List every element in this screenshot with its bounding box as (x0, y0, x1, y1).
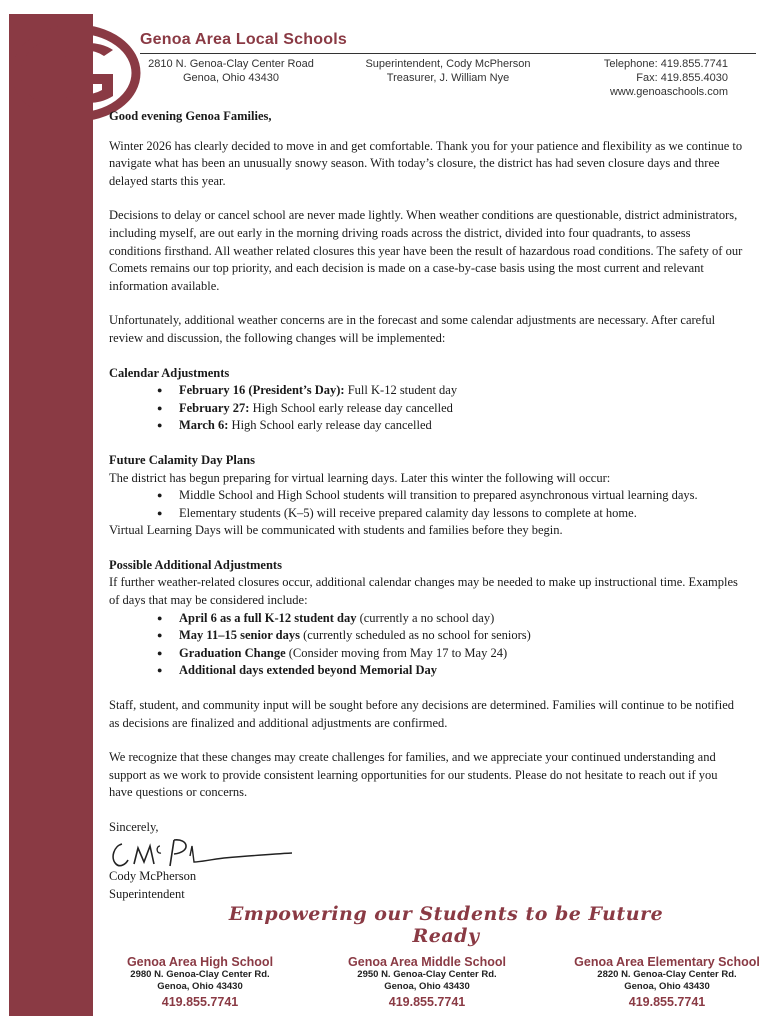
school-address: 2820 N. Genoa-Clay Center Rd. (597, 969, 737, 980)
school-city: Genoa, Ohio 43430 (624, 981, 710, 992)
sidebar-stripe (9, 14, 93, 1016)
school-title: Genoa Area Elementary School (574, 955, 760, 969)
header-divider (140, 53, 756, 54)
future-intro: The district has begun preparing for virtual learning days. Later this winter the following will occur: (109, 470, 611, 485)
school-title: Genoa Area Middle School (348, 955, 506, 969)
school-phone: 419.855.7741 (161, 995, 239, 1009)
treasurer-line: Treasurer, J. William Nye (386, 72, 510, 84)
list-item: ● Middle School and High School students will transition to prepared asynchronous virtual learning days. (179, 487, 744, 505)
school-title: Genoa Area High School (126, 955, 274, 969)
footer-high-school (100, 955, 300, 1009)
future-list (109, 487, 744, 522)
closing: Sincerely, (109, 820, 159, 834)
fax-line: Fax: 419.855.4030 (636, 72, 728, 84)
school-phone: 419.855.7741 (388, 995, 466, 1009)
paragraph-forecast: Unfortunately, additional weather concerns are in the forecast and some calendar adjustments are necessary. After careful review and discussion, the following changes will be implemented: (109, 313, 716, 345)
paragraph-input: Staff, student, and community input will be sought before any decisions are determined. Families will continue to be notified as decisions are finalized and additional adjustments are confirmed. (109, 698, 734, 730)
website-link[interactable]: www.genoaschools.com (609, 86, 728, 98)
district-address (146, 57, 316, 85)
list-item: ● Additional days extended beyond Memorial Day (179, 662, 744, 680)
possible-intro: If further weather-related closures occur, additional calendar changes may be needed to make up instructional time. Examples of days that may be considered include: (109, 575, 738, 608)
possible-list (109, 610, 744, 680)
calendar-section-title: Calendar Adjustments (109, 365, 230, 380)
district-officials (358, 57, 538, 85)
address-line1: 2810 N. Genoa-Clay Center Road (148, 58, 314, 70)
address-line2: Genoa, Ohio 43430 (182, 72, 280, 84)
paragraph-decisions: Decisions to delay or cancel school are never made lightly. When weather conditions are questionable, district administrators, including myself, are out early in the morning driving roads across the district, divided into four quadrants, to assess conditions firsthand. All weather related closures this year have been the result of hazardous road conditions. The safety of our Comets remains our top priority, and each decision is made on a case-by-case basis using the most current and relevant information available. (109, 208, 743, 293)
telephone-line: Telephone: 419.855.7741 (603, 58, 728, 70)
list-item: ● Elementary students (K–5) will receive prepared calamity day lessons to complete at home. (179, 505, 744, 523)
school-city: Genoa, Ohio 43430 (384, 981, 470, 992)
school-phone: 419.855.7741 (628, 995, 706, 1009)
paragraph-intro: Winter 2026 has clearly decided to move in and get comfortable. Thank you for your patience and flexibility as we continue to navigate what has been an unusually snowy season. With today’s closure, the district has had seven closure days and three delayed starts this year. (109, 138, 743, 188)
school-address: 2950 N. Genoa-Clay Center Rd. (357, 969, 497, 980)
list-item: ● February 27: High School early release day cancelled (179, 400, 744, 418)
signer-block (109, 868, 196, 903)
future-section-title: Future Calamity Day Plans (109, 452, 255, 467)
list-item: ● Graduation Change (Consider moving from May 17 to May 24) (179, 645, 744, 663)
list-item: ● February 16 (President’s Day): Full K-12 student day (179, 382, 744, 400)
school-city: Genoa, Ohio 43430 (157, 981, 243, 992)
school-address: 2980 N. Genoa-Clay Center Rd. (130, 969, 270, 980)
signer-title: Superintendent (109, 886, 185, 901)
letter-body (109, 108, 744, 854)
school-name: Genoa Area Local Schools (140, 31, 347, 48)
tagline: Empowering our Students to be Future Ready (228, 903, 664, 947)
paragraph-appreciation: We recognize that these changes may create challenges for families, and we appreciate your continued understanding and support as we work to provide consistent learning opportunities for our students. Please do not hesitate to reach out if you have questions or concerns. (109, 750, 718, 800)
list-item: ● April 6 as a full K-12 student day (currently a no school day) (179, 610, 744, 628)
footer-elementary-school (567, 955, 767, 1009)
signer-name: Cody McPherson (109, 869, 197, 883)
footer-middle-school (327, 955, 527, 1009)
greeting: Good evening Genoa Families, (109, 109, 272, 123)
future-outro: Virtual Learning Days will be communicated with students and families before they begin. (109, 523, 563, 538)
district-contact (570, 57, 728, 99)
possible-section-title: Possible Additional Adjustments (109, 557, 282, 572)
list-item: ● March 6: High School early release day cancelled (179, 417, 744, 435)
calendar-list (109, 382, 744, 435)
list-item: ● May 11–15 senior days (currently scheduled as no school for seniors) (179, 627, 744, 645)
superintendent-line: Superintendent, Cody McPherson (365, 58, 531, 70)
signature-image (108, 832, 298, 872)
